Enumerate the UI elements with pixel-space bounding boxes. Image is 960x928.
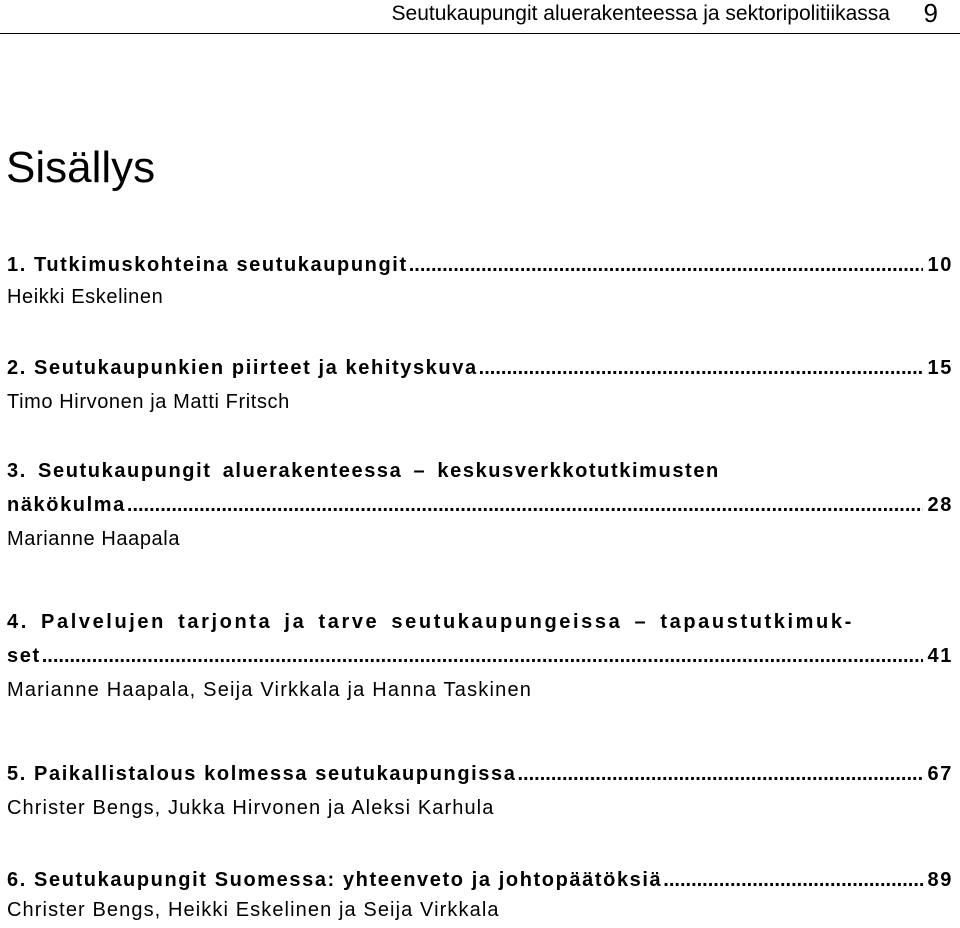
toc-entry-4[interactable] [7, 608, 953, 704]
toc-entry-title-line [7, 760, 953, 788]
toc-entry-page: 89 [927, 869, 953, 891]
dot-leader [517, 760, 922, 788]
toc-entry-page: 67 [927, 763, 953, 785]
toc-entry-2[interactable] [7, 354, 953, 416]
toc-entry-page: 10 [927, 254, 953, 276]
toc-entry-authors: Timo Hirvonen ja Matti Fritsch [7, 391, 290, 413]
toc-entry-authors: Marianne Haapala [7, 528, 181, 550]
toc-entry-title: 1. Tutkimuskohteina seutukaupungit [7, 254, 408, 276]
dot-leader [479, 354, 923, 382]
toc-entry-title-line [7, 866, 953, 894]
dot-leader [42, 642, 923, 670]
toc-entry-6[interactable] [7, 866, 953, 924]
toc-entry-authors: Christer Bengs, Jukka Hirvonen ja Aleksi Karhula [7, 797, 495, 819]
toc-entry-authors: Marianne Haapala, Seija Virkkala ja Hanna Taskinen [7, 679, 533, 701]
toc-entry-page: 41 [927, 645, 953, 667]
running-title: Seutukaupungit aluerakenteessa ja sektoripolitiikassa [391, 2, 890, 25]
toc-entry-5[interactable] [7, 760, 953, 822]
toc-entry-title-line-2 [7, 642, 953, 670]
toc-entry-title-line-2 [7, 491, 953, 519]
toc-entry-title: 4. Palvelujen tarjonta ja tarve seutukaupungeissa – tapaustutkimuk- [7, 611, 854, 633]
toc-entry-page: 28 [927, 494, 953, 516]
dot-leader [127, 491, 923, 519]
toc-entry-title: 6. Seutukaupungit Suomessa: yhteenveto ja johtopäätöksiä [7, 869, 663, 891]
toc-entry-title-continued: näkökulma [7, 494, 126, 516]
toc-entry-authors: Heikki Eskelinen [7, 286, 164, 308]
toc-entry-title: 2. Seutukaupunkien piirteet ja kehityskuva [7, 357, 478, 379]
toc-entry-authors: Christer Bengs, Heikki Eskelinen ja Seija Virkkala [7, 899, 500, 921]
toc-entry-title-line [7, 251, 953, 279]
toc-entry-title-continued: set [7, 645, 41, 667]
toc-entry-3[interactable] [7, 457, 953, 553]
toc-entry-title-line [7, 457, 953, 485]
toc-entry-title: 5. Paikallistalous kolmessa seutukaupungissa [7, 763, 517, 785]
toc-heading: Sisällys [6, 143, 156, 192]
toc-entry-1[interactable] [7, 251, 953, 311]
toc-entry-page: 15 [927, 357, 953, 379]
toc-entry-title: 3. Seutukaupungit aluerakenteessa – keskusverkkotutkimusten [7, 460, 720, 482]
running-header [0, 0, 960, 34]
toc-entry-title-line [7, 608, 953, 636]
dot-leader [409, 251, 923, 279]
page-number: 9 [923, 0, 938, 28]
toc-entry-title-line [7, 354, 953, 382]
dot-leader [663, 866, 922, 894]
